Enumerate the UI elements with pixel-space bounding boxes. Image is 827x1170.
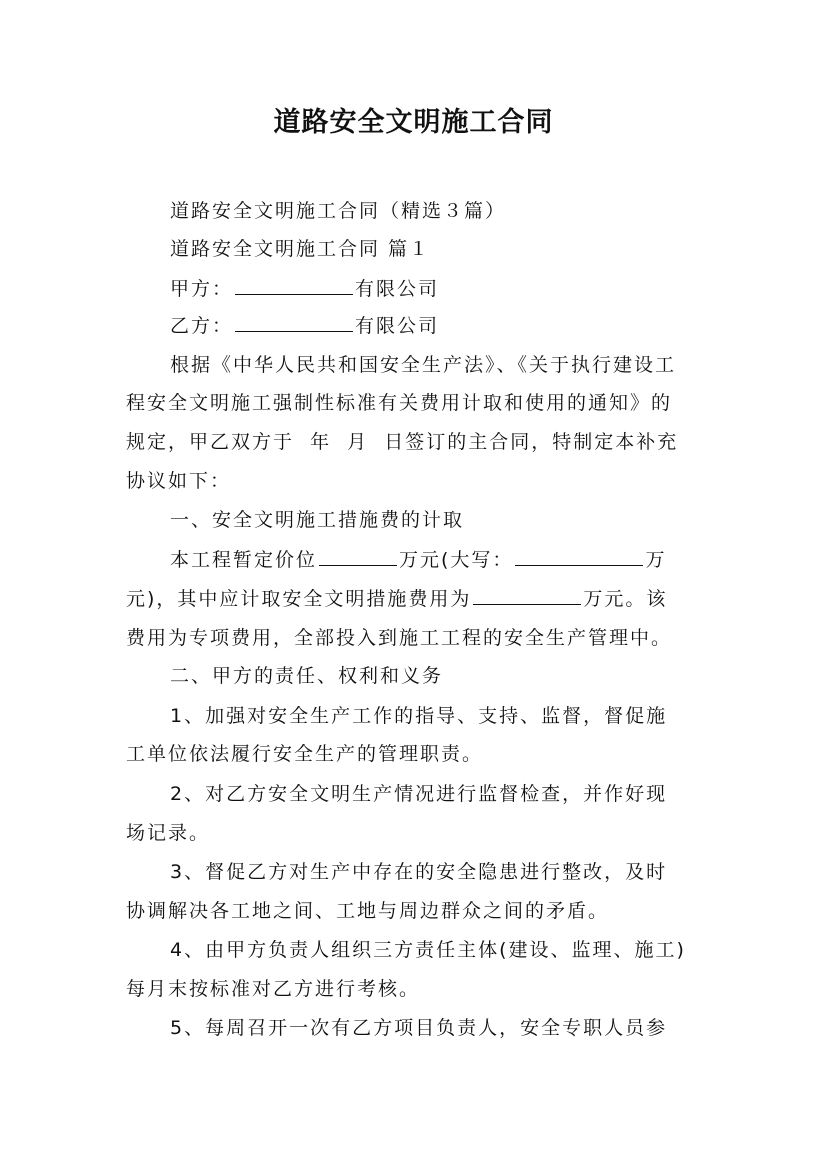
party-a-blank[interactable]	[235, 278, 353, 295]
cost-line-3: 费用为专项费用，全部投入到施工工程的安全生产管理中。	[126, 627, 673, 649]
cost-text-2: 万元(大写：	[399, 549, 514, 571]
duty-5-line-1: 5、每周召开一次有乙方项目负责人，安全专职人员参	[170, 1017, 668, 1039]
party-a-label: 甲方：	[170, 278, 234, 300]
cost-blank-2[interactable]	[515, 549, 643, 566]
doc-line-basis-3: 规定，甲乙双方于 年 月 日签订的主合同，特制定本补充	[126, 431, 679, 453]
duty-3-line-2: 协调解决各工地之间、工地与周边群众之间的矛盾。	[126, 900, 610, 922]
doc-line-basis-4: 协议如下：	[126, 470, 232, 492]
duty-3-line-1: 3、督促乙方对生产中存在的安全隐患进行整改，及时	[170, 861, 668, 883]
cost-text-5: 万元。该	[583, 588, 668, 610]
document-title: 道路安全文明施工合同	[273, 107, 554, 138]
cost-blank-3[interactable]	[473, 588, 581, 605]
duty-4-line-1: 4、由甲方负责人组织三方责任主体(建设、监理、施工)	[170, 939, 686, 961]
cost-text-1: 本工程暂定价位	[170, 549, 318, 571]
section-2-heading: 二、甲方的责任、权利和义务	[170, 665, 444, 687]
cost-line-2	[126, 587, 667, 611]
cost-text-4: 元)，其中应计取安全文明措施费用为	[126, 588, 472, 610]
cost-text-3: 万	[645, 549, 667, 571]
party-b-line	[170, 314, 439, 338]
cost-blank-1[interactable]	[319, 549, 397, 566]
party-b-label: 乙方：	[170, 315, 234, 337]
duty-4-line-2: 每月末按标准对乙方进行考核。	[126, 978, 421, 1000]
cost-line-1	[170, 548, 666, 572]
duty-1-line-2: 工单位依法履行安全生产的管理职责。	[126, 743, 484, 765]
duty-2-line-1: 2、对乙方安全文明生产情况进行监督检查，并作好现	[170, 783, 668, 805]
party-b-company-suffix: 有限公司	[355, 315, 440, 337]
doc-line-basis-2: 程安全文明施工强制性标准有关费用计取和使用的通知》的	[126, 392, 673, 414]
party-a-line	[170, 277, 439, 301]
doc-line-basis-1: 根据《中华人民共和国安全生产法》、《关于执行建设工	[170, 354, 677, 376]
party-a-company-suffix: 有限公司	[355, 278, 440, 300]
duty-1-line-1: 1、加强对安全生产工作的指导、支持、监督，督促施	[170, 705, 668, 727]
doc-line-subtitle: 道路安全文明施工合同（精选３篇）	[170, 200, 507, 222]
party-b-blank[interactable]	[235, 315, 353, 332]
section-1-heading: 一、安全文明施工措施费的计取	[170, 509, 465, 531]
duty-2-line-2: 场记录。	[126, 822, 211, 844]
doc-line-part-title: 道路安全文明施工合同 篇１	[170, 238, 431, 260]
